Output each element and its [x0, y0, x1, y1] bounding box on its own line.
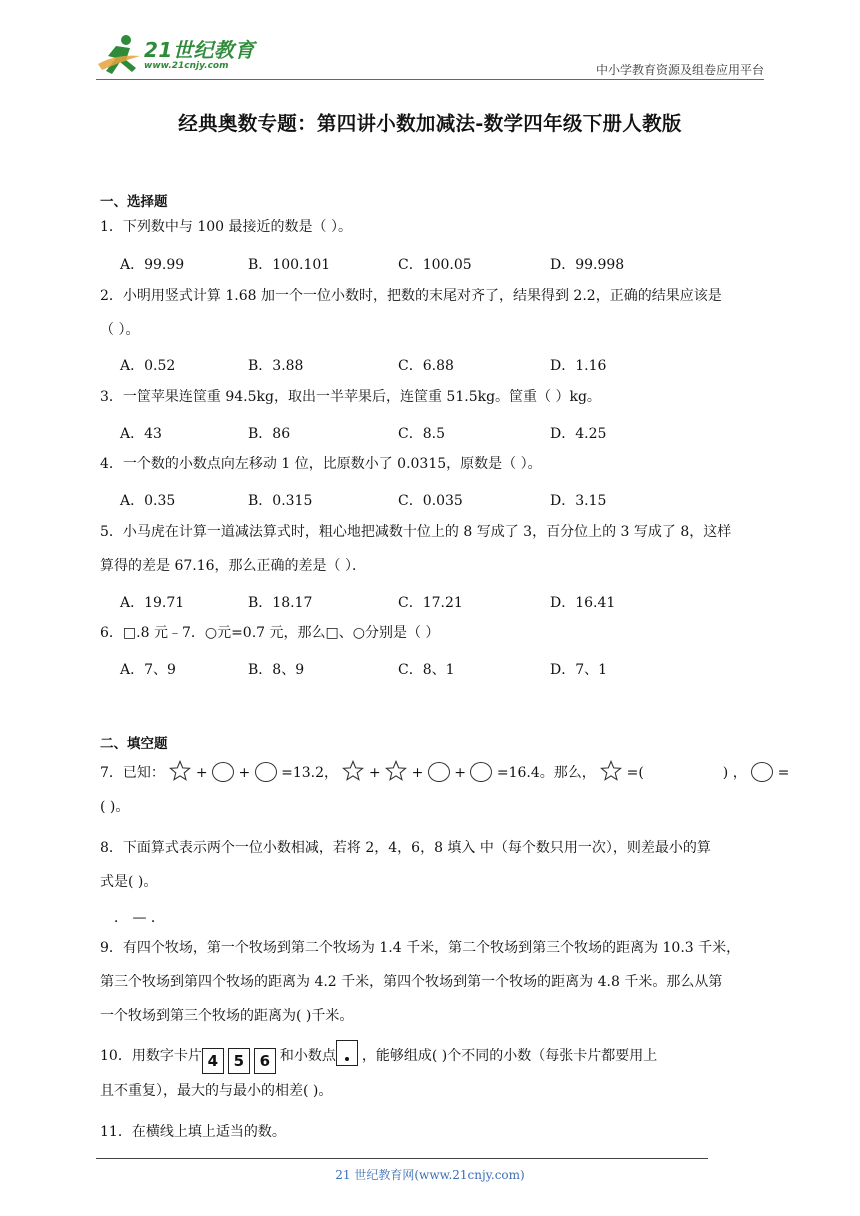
option-d: D．7、1: [550, 662, 608, 678]
option-c: C．17.21: [398, 595, 463, 611]
option-c: C．100.05: [398, 257, 472, 273]
equation-2-result: =16.4。那么，: [496, 765, 596, 781]
option-c: C．8、1: [398, 662, 455, 678]
question-text-line1: 8．下面算式表示两个一位小数相减，若将 2，4，6，8 填入 中（每个数只用一次），则差最小的算: [100, 840, 711, 856]
question-1-options: [120, 254, 680, 274]
site-logo: [96, 34, 266, 80]
digit-card-4: 4: [202, 1048, 224, 1074]
question-10-line2: 且不重复），最大的与最小的相差( )。: [100, 1083, 333, 1099]
question-text-line2: （ ）。: [100, 322, 140, 338]
question-8: [100, 831, 764, 899]
question-text: 4．一个数的小数点向左移动 1 位，比原数小了 0.0315，原数是（ ）。: [100, 456, 542, 472]
plus-sign: +: [368, 765, 381, 781]
question-6-options: [120, 659, 680, 679]
star-icon: [385, 760, 407, 782]
page-header: [96, 30, 764, 82]
option-a: A．43: [120, 426, 162, 442]
question-2-options: [120, 355, 680, 375]
equation-1-result: =13.2，: [281, 765, 339, 781]
question-text-line1: 2．小明用竖式计算 1.68 加一个一位小数时，把数的末尾对齐了，结果得到 2.2，正确的结果应该是: [100, 288, 722, 304]
option-b: B．86: [248, 426, 291, 442]
circle-icon: [212, 762, 234, 782]
question-text-line2: 第三个牧场到第四个牧场的距离为 4.2 千米，第四个牧场到第一个牧场的距离为 4.8 千米。那么从第: [100, 974, 723, 990]
option-b: B．8、9: [248, 662, 305, 678]
option-b: B．3.88: [248, 358, 304, 374]
option-a: A．7、9: [120, 662, 176, 678]
question-8-formula: ． — ．: [114, 910, 165, 926]
circle-equals: =: [777, 765, 790, 781]
question-text: 1．下列数中与 100 最接近的数是（ ）。: [100, 219, 352, 235]
question-9: [100, 931, 764, 1033]
question-6: [100, 616, 764, 650]
question-suffix: ，能够组成( )个不同的小数（每张卡片都要用上: [361, 1048, 658, 1064]
digit-card-6: 6: [254, 1048, 276, 1074]
plus-sign: +: [195, 765, 208, 781]
question-10-line1: [100, 1039, 764, 1074]
question-5: [100, 515, 764, 583]
footer-divider: [96, 1158, 708, 1159]
question-7-line1: [100, 756, 790, 790]
star-icon: [342, 760, 364, 782]
question-3: [100, 380, 764, 414]
question-text: 3．一筐苹果连筐重 94.5kg，取出一半苹果后，连筐重 51.5kg。筐重（ ）kg。: [100, 389, 601, 405]
header-tagline: 中小学教育资源及组卷应用平台: [595, 63, 764, 77]
question-11: [100, 1115, 764, 1149]
circle-icon: [751, 762, 773, 782]
star-equals: =(: [626, 765, 644, 781]
question-text: 6．□.8 元﹣7．○元=0.7 元，那么□、○分别是（ ）: [100, 625, 440, 641]
question-text-line1: 9．有四个牧场，第一个牧场到第二个牧场为 1.4 千米，第二个牧场到第三个牧场的距离为 10.3 千米，: [100, 940, 741, 956]
question-mid: 和小数点: [279, 1048, 336, 1064]
option-c: C．6.88: [398, 358, 454, 374]
plus-sign: +: [411, 765, 424, 781]
option-d: D．99.998: [550, 257, 625, 273]
question-4: [100, 447, 764, 481]
digit-card-5: 5: [228, 1048, 250, 1074]
section-heading-choice: 一、选择题: [100, 194, 168, 210]
page-footer: 21 世纪教育网(www.21cnjy.com): [335, 1168, 525, 1182]
option-a: A．0.35: [120, 493, 176, 509]
page-title: 经典奥数专题：第四讲小数加减法-数学四年级下册人教版: [178, 112, 682, 135]
runner-logo-icon: [96, 34, 142, 78]
plus-sign: +: [454, 765, 466, 781]
option-a: A．99.99: [120, 257, 185, 273]
option-a: A．0.52: [120, 358, 176, 374]
question-text-line2: 式是( )。: [100, 874, 158, 890]
question-prefix: 7．已知：: [100, 765, 165, 781]
question-3-options: [120, 423, 680, 443]
question-4-options: [120, 490, 680, 510]
plus-sign: +: [238, 765, 251, 781]
star-icon: [600, 760, 622, 782]
question-1: [100, 210, 764, 244]
decimal-point-card: [336, 1040, 358, 1066]
question-prefix: 10．用数字卡片: [100, 1048, 202, 1064]
question-text-line3: 一个牧场到第三个牧场的距离为( )千米。: [100, 1008, 354, 1024]
header-divider: [96, 79, 764, 80]
question-2: [100, 279, 764, 347]
blank-close: ): [722, 765, 729, 781]
option-d: D．4.25: [550, 426, 607, 442]
question-text: 11．在横线上填上适当的数。: [100, 1124, 286, 1140]
comma: ，: [732, 765, 747, 781]
logo-name: 21世纪教育: [144, 38, 255, 62]
option-b: B．100.101: [248, 257, 331, 273]
option-c: C．0.035: [398, 493, 463, 509]
question-7-line2: ( )。: [100, 799, 130, 815]
option-d: D．3.15: [550, 493, 607, 509]
logo-url: www.21cnjy.com: [144, 61, 229, 71]
star-icon: [169, 760, 191, 782]
circle-icon: [428, 762, 450, 782]
section-heading-fill: 二、填空题: [100, 736, 168, 752]
question-text-line1: 5．小马虎在计算一道减法算式时，粗心地把减数十位上的 8 写成了 3，百分位上的 3 写成了 8，这样: [100, 524, 732, 540]
option-b: B．18.17: [248, 595, 313, 611]
option-b: B．0.315: [248, 493, 313, 509]
question-text-line2: 算得的差是 67.16，那么正确的差是（ ）．: [100, 558, 366, 574]
question-7: [100, 756, 790, 824]
option-a: A．19.71: [120, 595, 185, 611]
option-d: D．16.41: [550, 595, 616, 611]
circle-icon: [255, 762, 277, 782]
option-d: D．1.16: [550, 358, 607, 374]
question-5-options: [120, 592, 680, 612]
circle-icon: [470, 762, 492, 782]
question-10: [100, 1039, 764, 1108]
option-c: C．8.5: [398, 426, 445, 442]
